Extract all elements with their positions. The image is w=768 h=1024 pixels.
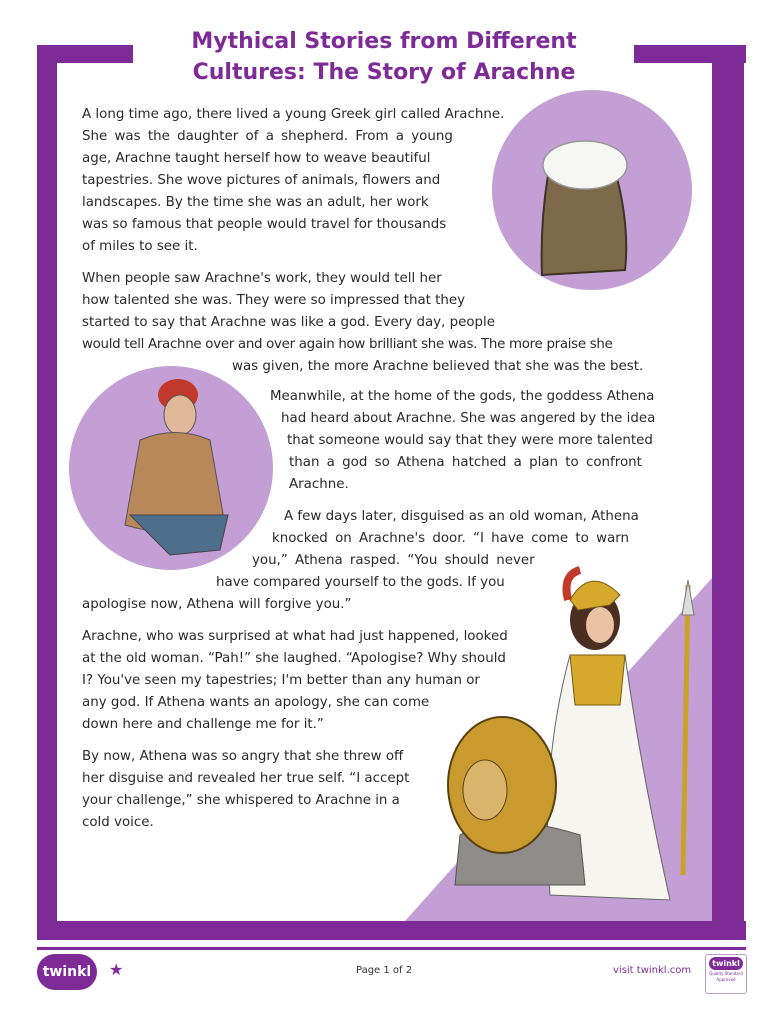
paragraph-line: at the old woman. “Pah!” she laughed. “Apologise? Why should	[82, 651, 506, 666]
paragraph-line: She was the daughter of a shepherd. From a young	[82, 129, 453, 144]
paragraph-line: Arachne.	[289, 477, 349, 492]
paragraph-line: started to say that Arachne was like a god. Every day, people	[82, 315, 496, 330]
paragraph-line: any god. If Athena wants an apology, she can come	[82, 695, 430, 710]
wool-sack-illustration	[530, 135, 640, 285]
paragraph-line: than a god so Athena hatched a plan to confront	[289, 455, 642, 470]
paragraph-line: Meanwhile, at the home of the gods, the goddess Athena	[270, 389, 655, 404]
paragraph-line: of miles to see it.	[82, 239, 198, 254]
paragraph-line: cold voice.	[82, 815, 154, 830]
athena-illustration	[440, 565, 710, 915]
paragraph-line: apologise now, Athena will forgive you.”	[82, 597, 352, 612]
paragraph-line: I? You've seen my tapestries; I'm better than any human or	[82, 673, 480, 688]
badge-text: Approved	[716, 977, 736, 982]
title-line: Cultures: The Story of Arachne	[192, 60, 576, 85]
paragraph-line: how talented she was. They were so impressed that they	[82, 293, 466, 308]
frame-bottom	[37, 921, 746, 940]
paragraph-line: knocked on Arachne's door. “I have come to warn	[272, 531, 629, 546]
paragraph-line: By now, Athena was so angry that she threw off	[82, 749, 404, 764]
page-title	[140, 26, 628, 88]
paragraph-line: age, Arachne taught herself how to weave beautiful	[82, 151, 431, 166]
quality-badge	[705, 954, 747, 994]
visit-link[interactable]: visit twinkl.com	[613, 965, 692, 976]
paragraph-line: that someone would say that they were more talented	[287, 433, 653, 448]
paragraph-line: her disguise and revealed her true self. “I accept	[82, 771, 410, 786]
paragraph-line: A few days later, disguised as an old woman, Athena	[284, 509, 639, 524]
paragraph-line: was so famous that people would travel for thousands	[82, 217, 447, 232]
page-number: Page 1 of 2	[356, 965, 413, 976]
paragraph-line: A long time ago, there lived a young Greek girl called Arachne.	[82, 107, 505, 122]
paragraph-line: When people saw Arachne's work, they would tell her	[82, 271, 442, 286]
paragraph-line: was given, the more Arachne believed that she was the best.	[232, 359, 644, 374]
paragraph-line: have compared yourself to the gods. If you	[216, 575, 505, 590]
paragraph-line: Arachne, who was surprised at what had just happened, looked	[82, 629, 508, 644]
badge-logo: twinkl	[709, 957, 743, 970]
title-line: Mythical Stories from Different	[191, 29, 577, 54]
paragraph-line: tapestries. She wove pictures of animals, flowers and	[82, 173, 441, 188]
frame-left	[37, 45, 57, 940]
paragraph-line: your challenge,” she whispered to Arachne in a	[82, 793, 400, 808]
paragraph-line: would tell Arachne over and over again how brilliant she was. The more praise she	[82, 337, 613, 352]
footer-divider	[37, 947, 746, 950]
paragraph-line: you,” Athena rasped. “You should never	[252, 553, 535, 568]
twinkl-logo[interactable]: twinkl	[37, 954, 97, 990]
paragraph-line: down here and challenge me for it.”	[82, 717, 324, 732]
badge-text: Quality Standard	[709, 971, 743, 976]
star-icon: ★	[109, 960, 124, 979]
old-woman-illustration	[110, 365, 240, 565]
paragraph-line: had heard about Arachne. She was angered by the idea	[281, 411, 656, 426]
paragraph-line: landscapes. By the time she was an adult, her work	[82, 195, 429, 210]
frame-right	[712, 45, 744, 940]
